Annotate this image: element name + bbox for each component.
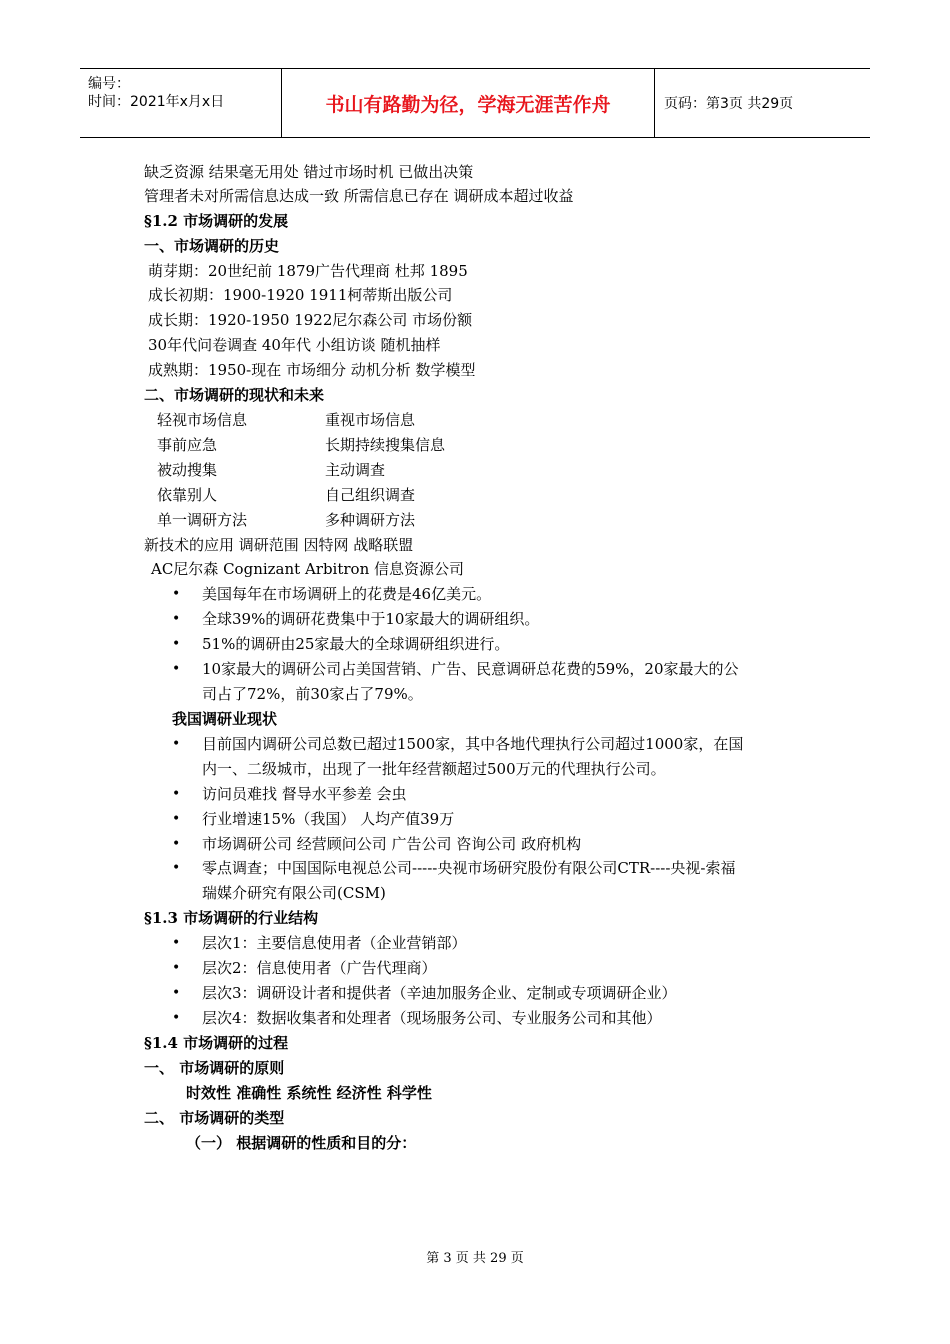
level-4: 层次4：数据收集者和处理者（现场服务公司、专业服务公司和其他） — [202, 1009, 662, 1027]
cn-bullet-1: 目前国内调研公司总数已超过1500家，其中各地代理执行公司超过1000家，在国 — [202, 735, 744, 753]
cn-bullet-3: 行业增速15%（我国） 人均产值39万 — [202, 810, 455, 828]
compare-right-2: 长期持续搜集信息 — [325, 436, 446, 454]
types-heading: 二、 市场调研的类型 — [144, 1109, 285, 1127]
us-bullet-1: 美国每年在市场调研上的花费是46亿美元。 — [202, 585, 492, 603]
header-page-label: 页码：第3页 共29页 — [664, 96, 794, 112]
bullet-dot: • — [172, 636, 181, 652]
bullet-dot: • — [172, 1010, 181, 1026]
us-bullet-3: 51%的调研由25家最大的全球调研组织进行。 — [202, 635, 510, 653]
header-motto: 书山有路勤为径，学海无涯苦作舟 — [282, 69, 655, 137]
level-3: 层次3：调研设计者和提供者（辛迪加服务企业、定制或专项调研企业） — [202, 984, 677, 1002]
section-1-2-heading: §1.2 市场调研的发展 — [144, 212, 289, 230]
principles-list: 时效性 准确性 系统性 经济性 科学性 — [186, 1084, 432, 1102]
history-line-1: 萌芽期：20世纪前 1879广告代理商 杜邦 1895 — [148, 262, 468, 280]
page-footer: 第 3 页 共 29 页 — [426, 1251, 524, 1266]
level-2: 层次2：信息使用者（广告代理商） — [202, 959, 437, 977]
reasons-line-1: 缺乏资源 结果毫无用处 错过市场时机 已做出决策 — [144, 163, 474, 181]
history-line-3: 成长期：1920-1950 1922尼尔森公司 市场份额 — [148, 311, 473, 329]
bullet-dot: • — [172, 661, 181, 677]
history-line-2: 成长初期：1900-1920 1911柯蒂斯出版公司 — [148, 286, 453, 304]
bullet-dot: • — [172, 786, 181, 802]
bullet-dot: • — [172, 860, 181, 876]
bullet-dot: • — [172, 836, 181, 852]
bullet-dot: • — [172, 811, 181, 827]
status-future-heading: 二、市场调研的现状和未来 — [144, 386, 325, 404]
bullet-dot: • — [172, 611, 181, 627]
bullet-dot: • — [172, 985, 181, 1001]
bullet-dot: • — [172, 960, 181, 976]
bullet-dot: • — [172, 736, 181, 752]
cn-bullet-5: 零点调查；中国国际电视总公司-----央视市场研究股份有限公司CTR----央视-索福 — [202, 859, 736, 877]
compare-left-1: 轻视市场信息 — [157, 411, 248, 429]
history-line-4: 30年代问卷调查 40年代 小组访谈 随机抽样 — [148, 336, 441, 354]
bullet-dot: • — [172, 586, 181, 602]
doc-code-label: 编号： — [88, 76, 130, 92]
us-bullet-4: 10家最大的调研公司占美国营销、广告、民意调研总花费的59%，20家最大的公 — [202, 660, 739, 678]
compare-left-3: 被动搜集 — [157, 461, 218, 479]
section-1-3-heading: §1.3 市场调研的行业结构 — [144, 909, 319, 927]
china-status-heading: 我国调研业现状 — [172, 710, 278, 728]
compare-right-4: 自己组织调查 — [325, 486, 416, 504]
us-bullet-2: 全球39%的调研花费集中于10家最大的调研组织。 — [202, 610, 540, 628]
cn-bullet-5-cont: 瑞媒介研究有限公司(CSM) — [202, 884, 386, 902]
compare-left-5: 单一调研方法 — [157, 511, 248, 529]
tech-line: 新技术的应用 调研范围 因特网 战略联盟 — [144, 536, 414, 554]
bullet-dot: • — [172, 935, 181, 951]
cn-bullet-4: 市场调研公司 经营顾问公司 广告公司 咨询公司 政府机构 — [202, 835, 582, 853]
cn-bullet-2: 访问员难找 督导水平参差 会虫 — [202, 785, 407, 803]
section-1-4-heading: §1.4 市场调研的过程 — [144, 1034, 289, 1052]
types-subheading: （一） 根据调研的性质和目的分： — [186, 1134, 417, 1152]
page-header — [80, 68, 870, 138]
compare-right-1: 重视市场信息 — [325, 411, 416, 429]
principles-heading: 一、 市场调研的原则 — [144, 1059, 285, 1077]
compare-right-3: 主动调查 — [325, 461, 386, 479]
compare-left-2: 事前应急 — [157, 436, 218, 454]
compare-right-5: 多种调研方法 — [325, 511, 416, 529]
level-1: 层次1：主要信息使用者（企业营销部） — [202, 934, 467, 952]
history-line-5: 成熟期：1950-现在 市场细分 动机分析 数学模型 — [148, 361, 476, 379]
header-info-cell — [80, 69, 282, 137]
cn-bullet-1-cont: 内一、二级城市，出现了一批年经营额超过500万元的代理执行公司。 — [202, 760, 666, 778]
us-bullet-4-cont: 司占了72%，前30家占了79%。 — [202, 685, 423, 703]
history-heading: 一、市场调研的历史 — [144, 237, 280, 255]
companies-line: AC尼尔森 Cognizant Arbitron 信息资源公司 — [151, 560, 465, 578]
compare-left-4: 依靠别人 — [157, 486, 218, 504]
reasons-line-2: 管理者未对所需信息达成一致 所需信息已存在 调研成本超过收益 — [144, 187, 574, 205]
doc-time-label: 时间：2021年x月x日 — [88, 94, 225, 110]
